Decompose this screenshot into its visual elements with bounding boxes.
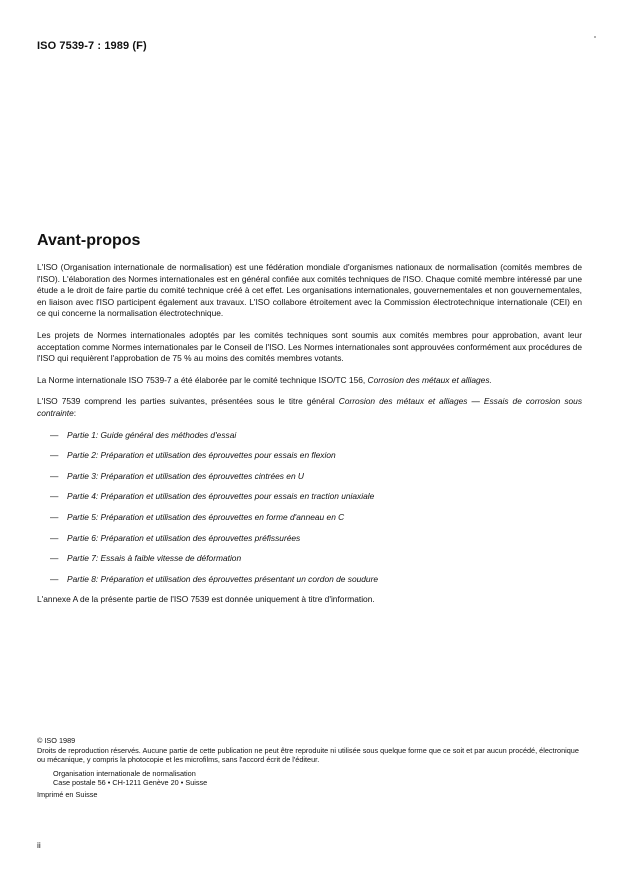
list-dash: — — [50, 470, 59, 481]
part-number: Partie 1: — [67, 429, 99, 440]
part-title: Préparation et utilisation des éprouvettes pour essais en traction uniaxiale — [100, 491, 375, 502]
printed-in: Imprimé en Suisse — [37, 789, 98, 799]
part-number: Partie 7: — [67, 553, 99, 564]
page-title: Avant-propos — [37, 232, 141, 249]
paragraph-annex: L'annexe A de la présente partie de l'ISO 7539 est donnée uniquement à titre d'information. — [37, 594, 375, 605]
list-item — [37, 430, 582, 442]
paragraph-committee — [37, 375, 582, 387]
list-item — [37, 512, 582, 524]
paragraph-approval: Les projets de Normes internationales adoptés par les comités techniques sont soumis aux comités membres pour approbation, avant leur acceptation comme Normes internationales par le Conseil de l'ISO. Les Normes internationales sont approuvées conformément aux procédures de l'ISO qui requièrent l'approbation de 75 % au moins des comités membres votants. — [37, 329, 582, 364]
part-title: Préparation et utilisation des éprouvettes en forme d'anneau en C — [100, 511, 345, 522]
list-dash: — — [50, 491, 59, 502]
parts-intro-tail: : — [73, 407, 77, 418]
part-title: Préparation et utilisation des éprouvettes pour essais en flexion — [100, 450, 336, 461]
rights-notice: Droits de reproduction réservés. Aucune partie de cette publication ne peut être reproduite ni utilisée sous quelque forme que ce soit et par aucun procédé, électronique ou mécanique, y compris la photocopie et les microfilms, sans l'accord écrit de l'éditeur. — [37, 745, 579, 765]
page-number: ii — [37, 840, 41, 850]
part-number: Partie 2: — [67, 450, 99, 461]
part-number: Partie 8: — [67, 573, 99, 584]
parts-intro-lead: L'ISO 7539 comprend les parties suivantes, présentées sous le titre général — [37, 396, 339, 407]
list-item — [37, 471, 582, 483]
list-item — [37, 450, 582, 462]
list-item — [37, 574, 582, 586]
scan-speck — [594, 36, 596, 38]
committee-title: Corrosion des métaux et alliages. — [367, 374, 492, 385]
paragraph-iso-intro: L'ISO (Organisation internationale de normalisation) est une fédération mondiale d'organismes nationaux de normalisation (comités membres de l'ISO). L'élaboration des Normes internationales est en général confiée aux comités techniques de l'ISO. Chaque comité membre intéressé par une étude a le droit de faire partie du comité technique créé à cet effet. Les organisations internationales, gouvernementales et non gouvernementales, en liaison avec l'ISO participent également aux travaux. L'ISO collabore étroitement avec la Commission électrotechnique internationale (CEI) en ce qui concerne la normalisation électrotechnique. — [37, 262, 582, 319]
list-dash: — — [50, 532, 59, 543]
list-item — [37, 553, 582, 565]
list-dash: — — [50, 511, 59, 522]
publisher-address: Case postale 56 • CH-1211 Genève 20 • Suisse — [53, 778, 208, 788]
list-item — [37, 491, 582, 503]
paragraph-parts-intro — [37, 396, 582, 419]
parts-general-title: Corrosion des métaux et alliages — Essais de corrosion sous contrainte — [37, 396, 583, 418]
part-number: Partie 5: — [67, 511, 99, 522]
part-title: Préparation et utilisation des éprouvettes préfissurées — [100, 532, 301, 543]
copyright-line: © ISO 1989 — [37, 736, 76, 745]
part-title: Guide général des méthodes d'essai — [100, 429, 237, 440]
list-dash: — — [50, 450, 59, 461]
list-item — [37, 533, 582, 545]
part-number: Partie 3: — [67, 470, 99, 481]
document-header: ISO 7539-7 : 1989 (F) — [37, 40, 147, 52]
copyright-block — [37, 736, 587, 800]
part-title: Préparation et utilisation des éprouvettes cintrées en U — [100, 470, 304, 481]
foreword-body — [37, 262, 582, 616]
parts-list — [37, 430, 582, 586]
committee-lead: La Norme internationale ISO 7539-7 a été élaborée par le comité technique ISO/TC 156, — [37, 374, 368, 385]
part-title: Essais à faible vitesse de déformation — [100, 553, 242, 564]
part-number: Partie 4: — [67, 491, 99, 502]
part-title: Préparation et utilisation des éprouvettes présentant un cordon de soudure — [100, 573, 379, 584]
list-dash: — — [50, 429, 59, 440]
part-number: Partie 6: — [67, 532, 99, 543]
list-dash: — — [50, 573, 59, 584]
list-dash: — — [50, 553, 59, 564]
publisher-name: Organisation internationale de normalisation — [53, 768, 196, 778]
